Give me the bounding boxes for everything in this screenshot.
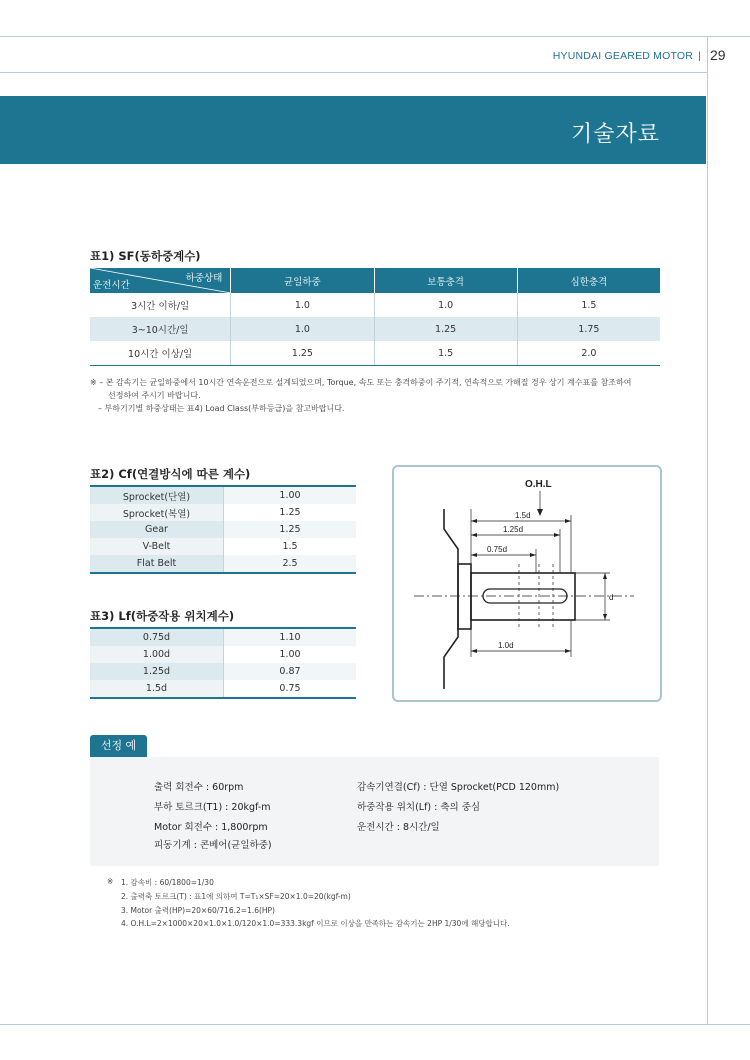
table1-note: ※ – 본 감속기는 균일하중에서 10시간 연속운전으로 설계되었으며, Torque, 속도 또는 충격하중이 주기적, 연속적으로 가해질 경우 상기 계수표를 참조하여 — [90, 378, 632, 387]
row-label: 1.00d — [90, 646, 224, 663]
bottom-rule — [0, 1024, 750, 1025]
cell: 0.87 — [224, 663, 357, 680]
row-label: Flat Belt — [90, 555, 224, 573]
cell: 1.5 — [517, 293, 660, 317]
top-rule — [0, 36, 750, 37]
cell: 2.0 — [517, 341, 660, 366]
dim-label-0-75d: 0.75d — [487, 545, 508, 554]
example-tab: 선정 예 — [90, 735, 147, 757]
cell: 0.75 — [224, 680, 357, 698]
brand-name: HYUNDAI GEARED MOTOR — [552, 50, 694, 62]
table-row — [90, 663, 356, 680]
row-label: 3시간 이하/일 — [131, 301, 190, 312]
table2-title: 표2) Cf(연결방식에 따른 계수) — [90, 467, 251, 481]
footnote: 1. 감속비 : 60/1800=1/30 — [121, 878, 214, 887]
cell: 1.25 — [374, 317, 517, 341]
example-item: 출력 회전수 : 60rpm — [154, 782, 244, 793]
cell: 1.25 — [224, 521, 357, 538]
example-item: Motor 회전수 : 1,800rpm — [154, 822, 268, 833]
cell: 1.0 — [231, 293, 374, 317]
table-row — [90, 504, 356, 521]
row-label: 0.75d — [90, 628, 224, 646]
corner-header — [90, 268, 231, 293]
footnote: 2. 출력축 토르크(T) : 표1에 의하여 T=T₁×SF=20×1.0=20(kgf-m) — [121, 892, 351, 901]
row-label: 3~10시간/일 — [90, 317, 231, 341]
example-item: 하중작용 위치(Lf) : 축의 중심 — [357, 802, 481, 813]
cell: 1.0 — [374, 293, 517, 317]
example-item: 감속기연결(Cf) : 단열 Sprocket(PCD 120mm) — [357, 782, 560, 793]
example-item: 부하 토르크(T1) : 20kgf-m — [154, 802, 271, 813]
corner-top-label: 하중상태 — [185, 273, 223, 284]
sf-table — [90, 268, 660, 366]
table-row — [90, 521, 356, 538]
cf-table — [90, 485, 356, 574]
page-number: 29 — [710, 47, 726, 63]
brand-header — [553, 50, 706, 62]
cell: 1.00 — [224, 486, 357, 504]
table-row — [90, 486, 356, 504]
cell: 1.0 — [231, 317, 374, 341]
row-label: Gear — [90, 521, 224, 538]
page-title: 기술자료 — [570, 122, 660, 147]
footnote: 4. O.H.L=2×1000×20×1.0×1.0/120×1.0=333.3kgf 이므로 이상을 만족하는 감속기는 2HP 1/30에 해당합니다. — [121, 919, 510, 928]
brand-separator: | — [698, 50, 701, 62]
example-item: 피동기계 : 콘베어(균일하중) — [154, 840, 272, 851]
row-label: 10시간 이상/일 — [90, 341, 231, 366]
ohl-diagram — [392, 465, 662, 702]
ohl-label: O.H.L — [525, 479, 552, 490]
table1-title: 표1) SF(동하중계수) — [90, 249, 201, 263]
right-rule — [707, 36, 708, 1025]
table3-title: 표3) Lf(하중작용 위치계수) — [90, 609, 235, 623]
footnote-mark: ※ — [107, 877, 114, 886]
cell: 1.25 — [224, 504, 357, 521]
row-label: 1.5d — [90, 680, 224, 698]
table-row — [90, 293, 660, 317]
table-row — [90, 680, 356, 698]
example-box — [90, 757, 659, 866]
row-label: V-Belt — [90, 538, 224, 555]
footnote: 3. Motor 출력(HP)=20×60/716.2=1.6(HP) — [121, 906, 275, 915]
table-row — [90, 341, 660, 366]
dim-label-1-25d: 1.25d — [503, 525, 524, 534]
col-header: 균일하중 — [231, 268, 374, 293]
row-label: Sprocket(단열) — [90, 486, 224, 504]
table-row — [90, 628, 356, 646]
table-row — [90, 555, 356, 573]
lf-table — [90, 627, 356, 699]
col-header: 심한충격 — [517, 268, 660, 293]
cell: 1.25 — [231, 341, 374, 366]
table1-note: 선정하여 주시기 바랍니다. — [108, 391, 201, 400]
table-row — [90, 646, 356, 663]
header-rule — [0, 72, 707, 73]
title-banner — [0, 96, 706, 164]
table1-note: – 부하기기별 하중상태는 표4) Load Class(부하등급)을 참고바랍니다. — [98, 404, 345, 413]
row-label: Sprocket(복열) — [90, 504, 224, 521]
cell: 1.5 — [374, 341, 517, 366]
cell: 1.10 — [224, 628, 357, 646]
shaft-drawing — [394, 467, 660, 700]
corner-bottom-label: 운전시간 — [93, 280, 130, 291]
col-header: 보통충격 — [374, 268, 517, 293]
table-row — [90, 317, 660, 341]
row-label: 1.25d — [90, 663, 224, 680]
dim-label-1-0d: 1.0d — [498, 641, 514, 650]
example-item: 운전시간 : 8시간/일 — [357, 822, 440, 833]
corner-diagonal — [90, 268, 231, 293]
cell: 2.5 — [224, 555, 357, 573]
dim-label-1-5d: 1.5d — [515, 511, 531, 520]
cell: 1.00 — [224, 646, 357, 663]
cell: 1.75 — [517, 317, 660, 341]
table-row — [90, 538, 356, 555]
cell: 1.5 — [224, 538, 357, 555]
dim-label-d: d — [609, 593, 614, 602]
